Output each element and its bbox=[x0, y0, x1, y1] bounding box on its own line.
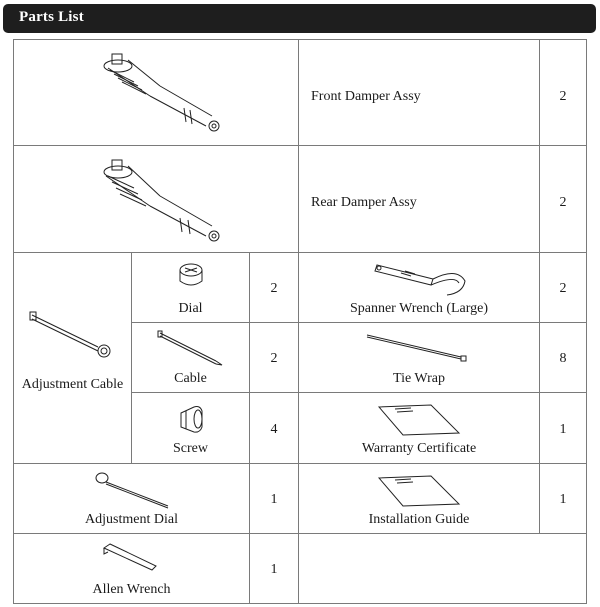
empty-cell bbox=[298, 533, 587, 604]
cable-name: Cable bbox=[174, 371, 207, 386]
front-damper-qty-cell bbox=[539, 39, 587, 146]
install-guide-cell bbox=[298, 463, 540, 534]
spanner-qty-cell bbox=[539, 252, 587, 323]
install-guide-qty: 1 bbox=[559, 492, 567, 507]
tie-wrap-cell bbox=[298, 322, 540, 393]
cable-qty-cell bbox=[249, 322, 299, 393]
rear-damper-qty-cell bbox=[539, 145, 587, 253]
allen-wrench-illustration bbox=[102, 542, 162, 574]
adjustment-cable-cell bbox=[13, 252, 132, 464]
spanner-wrench-illustration bbox=[371, 261, 471, 297]
front-damper-illustration bbox=[94, 48, 234, 140]
spanner-cell bbox=[298, 252, 540, 323]
front-damper-image-cell bbox=[13, 39, 299, 146]
cable-illustration bbox=[156, 329, 226, 369]
rear-damper-illustration bbox=[94, 156, 234, 246]
page-title: Parts List bbox=[19, 9, 84, 25]
warranty-qty-cell bbox=[539, 392, 587, 464]
front-damper-name: Front Damper Assy bbox=[311, 89, 421, 104]
dial-qty-cell bbox=[249, 252, 299, 323]
adjustment-dial-cell bbox=[13, 463, 250, 534]
front-damper-name-cell bbox=[298, 39, 540, 146]
warranty-qty: 1 bbox=[559, 422, 567, 437]
screw-qty-cell bbox=[249, 392, 299, 464]
spanner-qty: 2 bbox=[559, 281, 567, 296]
screw-illustration bbox=[178, 405, 206, 435]
dial-illustration bbox=[177, 261, 205, 291]
tie-wrap-qty-cell bbox=[539, 322, 587, 393]
adjustment-dial-name: Adjustment Dial bbox=[85, 512, 178, 527]
spanner-name: Spanner Wrench (Large) bbox=[349, 301, 489, 316]
dial-cell bbox=[131, 252, 250, 323]
rear-damper-image-cell bbox=[13, 145, 299, 253]
adjustment-cable-illustration bbox=[28, 309, 118, 359]
screw-qty: 4 bbox=[270, 422, 278, 437]
rear-damper-qty: 2 bbox=[559, 195, 567, 210]
rear-damper-name-cell bbox=[298, 145, 540, 253]
parts-list-header bbox=[3, 4, 596, 33]
front-damper-qty: 2 bbox=[559, 89, 567, 104]
allen-wrench-qty-cell bbox=[249, 533, 299, 604]
adjustment-dial-illustration bbox=[94, 470, 174, 510]
tie-wrap-illustration bbox=[363, 331, 473, 365]
adjustment-dial-qty-cell bbox=[249, 463, 299, 534]
cable-cell bbox=[131, 322, 250, 393]
allen-wrench-cell bbox=[13, 533, 250, 604]
warranty-cell bbox=[298, 392, 540, 464]
warranty-certificate-illustration bbox=[377, 403, 461, 437]
cable-qty: 2 bbox=[270, 351, 278, 366]
install-guide-qty-cell bbox=[539, 463, 587, 534]
install-guide-name: Installation Guide bbox=[368, 512, 470, 527]
dial-qty: 2 bbox=[270, 281, 278, 296]
tie-wrap-name: Tie Wrap bbox=[393, 371, 445, 386]
adjustment-cable-name: Adjustment Cable bbox=[21, 377, 124, 392]
allen-wrench-name: Allen Wrench bbox=[92, 582, 171, 597]
screw-cell bbox=[131, 392, 250, 464]
screw-name: Screw bbox=[173, 441, 208, 456]
rear-damper-name: Rear Damper Assy bbox=[311, 195, 417, 210]
dial-name: Dial bbox=[178, 301, 203, 316]
tie-wrap-qty: 8 bbox=[559, 351, 567, 366]
installation-guide-illustration bbox=[377, 474, 461, 508]
warranty-name: Warranty Certificate bbox=[361, 441, 477, 456]
allen-wrench-qty: 1 bbox=[270, 562, 278, 577]
adjustment-dial-qty: 1 bbox=[270, 492, 278, 507]
